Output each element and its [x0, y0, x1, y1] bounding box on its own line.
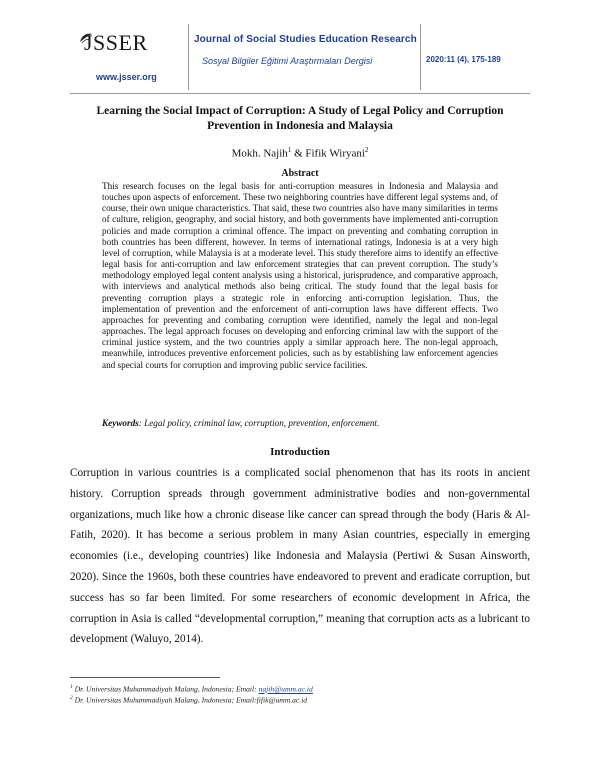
author-footnote-ref[interactable]: 2	[364, 146, 369, 154]
footnote-text: Dr. Universitas Muhammadiyah Malang, Indonesia; Email:	[72, 684, 259, 694]
journal-title: Journal of Social Studies Education Research	[194, 34, 417, 45]
footnote-number: 1	[70, 684, 73, 690]
author-separator: &	[291, 147, 306, 160]
authors-line	[80, 146, 520, 160]
footnote	[70, 695, 307, 705]
footnote-text: Dr. Universitas Muhammadiyah Malang, Indonesia; Email:	[72, 695, 257, 705]
journal-url-link[interactable]: www.jsser.org	[96, 72, 157, 82]
footnote-rule	[70, 677, 220, 678]
paper-title: Learning the Social Impact of Corruption: A Study of Legal Policy and Corruption Prevention in Indonesia and Malaysia	[96, 105, 504, 132]
volume-info: 2020:11 (4), 175-189	[426, 55, 501, 64]
author-name: Fifik Wiryani	[305, 147, 365, 160]
abstract-text: This research focuses on the legal basis for anti-corruption measures in Indonesia and Malaysia and touches upon aspects of enforcement. These two neighboring countries have different legal systems and, of course, their own unique characteristics. That said, these two countries also have many similarities in terms of culture, religion, geography, and social history, and both governments have implemented anti-corruption policies and made corruption a criminal offence. The impact on preventing and combating corruption in both countries has been different, however. In terms of international ratings, Indonesia is at a very high level of corruption, while Malaysia is at a moderate level. This study therefore aims to identify an effective legal basis for anti-corruption and law enforcement strategies that can prevent corruption. The study’s methodology employed legal content analysis using a historical, jurisprudence, and comparative approach, with interviews and analytical methods also being critical. The study found that the legal basis for preventing corruption plays a strategic role in enforcing anti-corruption legislation. Thus, the implementation of prevention and the enforcement of anti-corruption laws have different effects. Two approaches for preventing and combating corruption were identified, namely the legal and non-legal approaches. The legal approach focuses on developing and enforcing criminal law with the support of the criminal justice system, and the two countries apply a similar approach here. The non-legal approach, meanwhile, introduces preventive enforcement policies, such as by establishing law enforcement agencies and special courts for corruption and improving public service facilities.	[102, 181, 498, 370]
header-rule	[70, 93, 530, 94]
journal-header	[70, 24, 530, 94]
email-text[interactable]: fifik@umm.ac.id	[256, 695, 308, 705]
journal-subtitle: Sosyal Bilgiler Eğitimi Araştırmaları Dergisi	[202, 56, 373, 66]
header-divider	[188, 24, 189, 90]
journal-logo[interactable]	[70, 30, 186, 90]
logo-text: JSSER	[84, 30, 148, 55]
author-footnote-ref[interactable]: 1	[287, 146, 292, 154]
keywords-line	[102, 418, 498, 428]
footnote	[70, 684, 313, 694]
footnote-number: 2	[70, 695, 73, 701]
author-name: Mokh. Najih	[231, 147, 288, 160]
introduction-heading: Introduction	[270, 446, 330, 458]
header-divider	[420, 24, 421, 90]
introduction-body: Corruption in various countries is a complicated social phenomenon that has its roots in ancient history. Corruption spreads through government administrative bodies and non-governmental organizations, much like how a chronic disease like cancer can spread through the body (Haris & Al-Fatih, 2020). It has become a serious problem in many Asian countries, especially in emerging economies (i.e., developing countries) like Indonesia and Malaysia (Pertiwi & Susan Ainsworth, 2020). Since the 1960s, both these countries have endeavored to prevent and eradicate corruption, but success has so far been limited. For some researchers of economic development in Africa, the corruption in Asia is called “developmental corruption,” meaning that corruption acts as a lubricant to development (Waluyo, 2014).	[70, 467, 530, 646]
keywords-list: : Legal policy, criminal law, corruption, prevention, enforcement.	[138, 418, 380, 428]
keywords-label: Keywords	[102, 418, 139, 428]
abstract-heading: Abstract	[281, 168, 319, 179]
email-link[interactable]: najih@umm.ac.id	[258, 684, 313, 694]
